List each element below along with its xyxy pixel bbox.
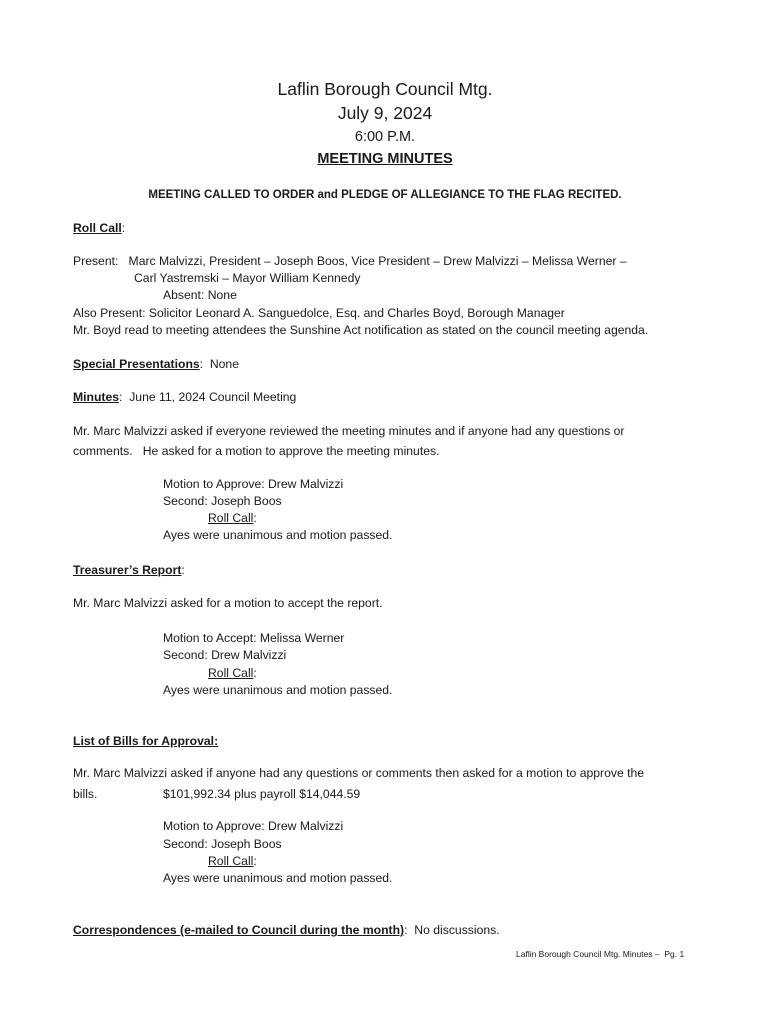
bills-second: Second: Joseph Boos bbox=[163, 837, 282, 851]
minutes-label: Minutes bbox=[73, 390, 120, 404]
minutes-para-line-1: Mr. Marc Malvizzi asked if everyone reviewed the meeting minutes and if anyone had any questions or bbox=[73, 424, 625, 438]
meeting-date: July 9, 2024 bbox=[337, 103, 433, 123]
minutes-roll-call bbox=[208, 511, 257, 526]
roll-call-section bbox=[73, 221, 125, 236]
special-presentations bbox=[73, 357, 239, 372]
treasurer-roll-call bbox=[208, 666, 257, 681]
page-footer: Laflin Borough Council Mtg. Minutes – Pg. 1 bbox=[516, 949, 685, 959]
correspondences-label: Correspondences (e-mailed to Council during the month) bbox=[73, 923, 405, 937]
also-present-line: Also Present: Solicitor Leonard A. Sanguedolce, Esq. and Charles Boyd, Borough Manager bbox=[73, 306, 565, 320]
present-line-1: Present: Marc Malvizzi, President – Joseph Boos, Vice President – Drew Malvizzi – Melissa Werner – bbox=[73, 254, 627, 268]
minutes-second: Second: Joseph Boos bbox=[163, 494, 282, 508]
minutes-section bbox=[73, 390, 296, 405]
special-presentations-label: Special Presentations bbox=[73, 357, 200, 371]
treasurer-section bbox=[73, 563, 185, 578]
bills-result: Ayes were unanimous and motion passed. bbox=[163, 871, 393, 885]
roll-call-label: Roll Call bbox=[73, 221, 122, 235]
minutes-roll-call-colon: : bbox=[253, 511, 257, 525]
bills-roll-call-colon: : bbox=[253, 854, 257, 868]
bills-label: List of Bills for Approval: bbox=[73, 734, 219, 748]
sunshine-act-line: Mr. Boyd read to meeting attendees the Sunshine Act notification as stated on the council meeting agenda. bbox=[73, 323, 649, 337]
treasurer-second: Second: Drew Malvizzi bbox=[163, 648, 287, 662]
bills-para-line-2a: bills. bbox=[73, 787, 98, 801]
correspondences-section bbox=[73, 923, 500, 938]
bills-roll-call-label: Roll Call bbox=[208, 854, 254, 868]
document-title: Laflin Borough Council Mtg. bbox=[277, 79, 493, 99]
bills-motion: Motion to Approve: Drew Malvizzi bbox=[163, 819, 344, 833]
bills-para-line-1: Mr. Marc Malvizzi asked if anyone had any questions or comments then asked for a motion to approve the bbox=[73, 766, 645, 780]
bills-amount: $101,992.34 plus payroll $14,044.59 bbox=[163, 787, 361, 801]
minutes-heading: MEETING MINUTES bbox=[317, 151, 453, 167]
treasurer-roll-call-colon: : bbox=[253, 666, 257, 680]
absent-line: Absent: None bbox=[163, 288, 237, 302]
meeting-time: 6:00 P.M. bbox=[354, 129, 416, 145]
minutes-result: Ayes were unanimous and motion passed. bbox=[163, 528, 393, 542]
correspondences-value: : No discussions. bbox=[404, 923, 500, 937]
minutes-para-line-2: comments. He asked for a motion to approve the meeting minutes. bbox=[73, 444, 440, 458]
minutes-roll-call-label: Roll Call bbox=[208, 511, 254, 525]
treasurer-roll-call-label: Roll Call bbox=[208, 666, 254, 680]
treasurer-label: Treasurer’s Report bbox=[73, 563, 182, 577]
treasurer-para: Mr. Marc Malvizzi asked for a motion to accept the report. bbox=[73, 596, 383, 610]
treasurer-result: Ayes were unanimous and motion passed. bbox=[163, 683, 393, 697]
minutes-motion: Motion to Approve: Drew Malvizzi bbox=[163, 477, 344, 491]
special-presentations-value: : None bbox=[199, 357, 239, 371]
treasurer-colon: : bbox=[181, 563, 185, 577]
called-to-order: MEETING CALLED TO ORDER and PLEDGE OF ALLEGIANCE TO THE FLAG RECITED. bbox=[148, 189, 622, 201]
roll-call-colon: : bbox=[121, 221, 126, 235]
treasurer-motion: Motion to Accept: Melissa Werner bbox=[163, 631, 345, 645]
minutes-value: : June 11, 2024 Council Meeting bbox=[119, 390, 297, 404]
bills-roll-call bbox=[208, 854, 257, 869]
present-line-2: Carl Yastremski – Mayor William Kennedy bbox=[134, 271, 361, 285]
